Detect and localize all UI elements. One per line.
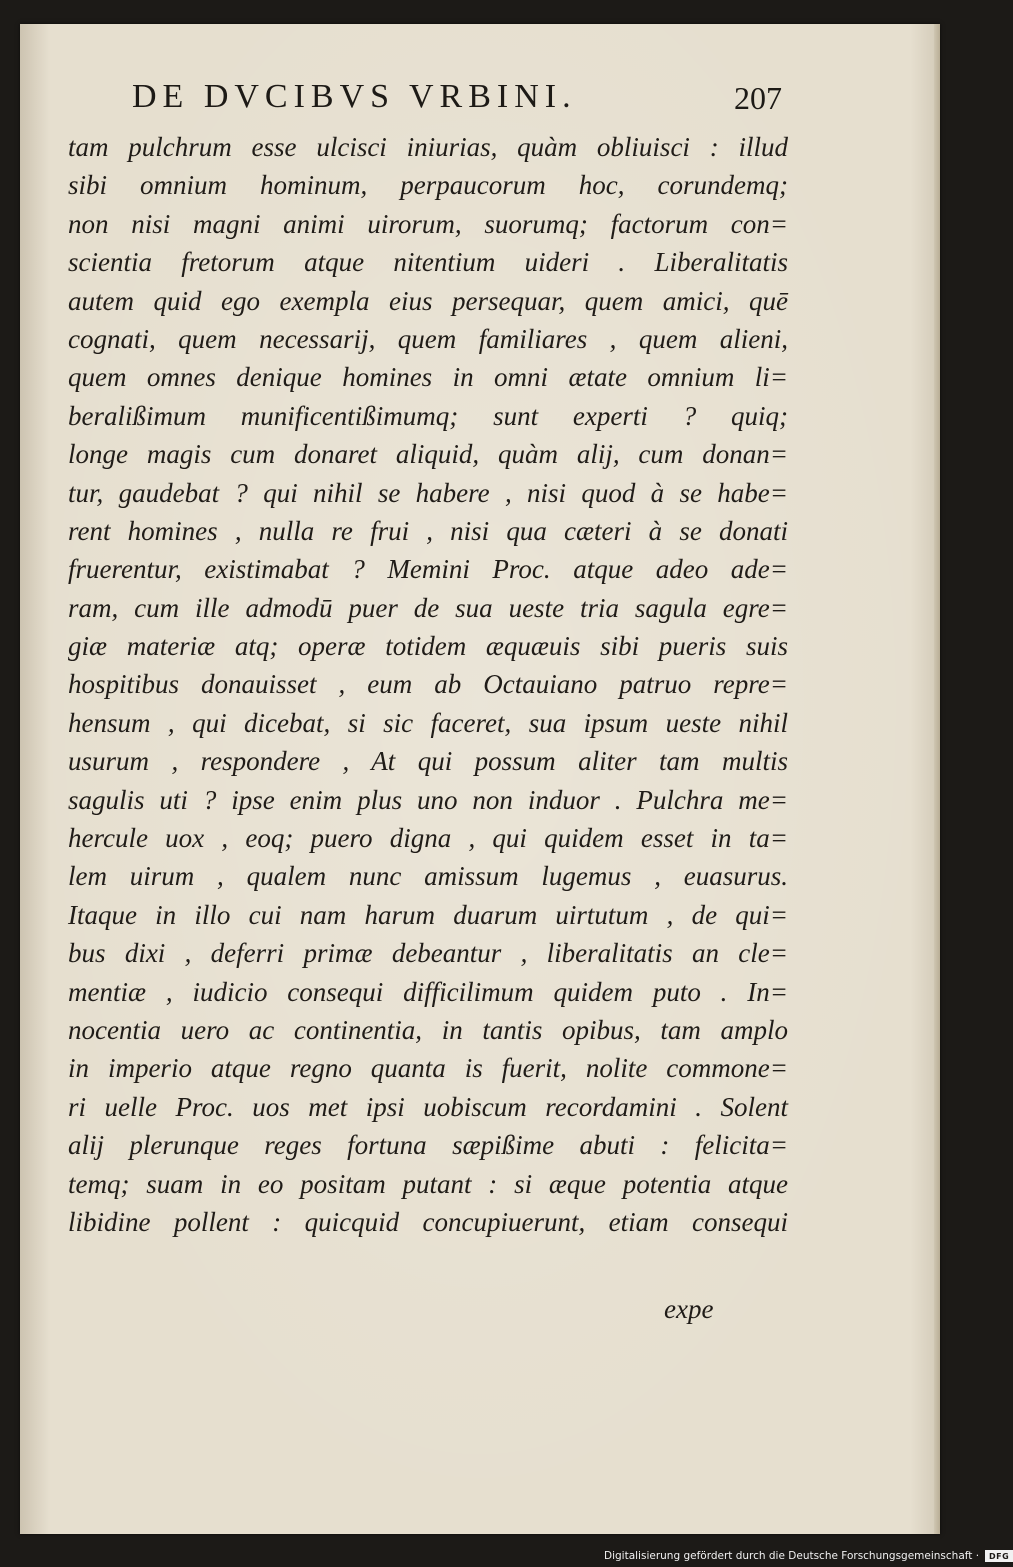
text-line: autem quid ego exempla eius persequar, quem amici, quē xyxy=(68,285,788,316)
text-line: sagulis uti ? ipse enim plus uno non induor . Pulchra me= xyxy=(68,784,788,815)
text-line: longe magis cum donaret aliquid, quàm alij, cum donan= xyxy=(68,439,788,470)
credit-text: Digitalisierung gefördert durch die Deutsche Forschungsgemeinschaft · xyxy=(604,1550,980,1562)
text-line: usurum , respondere , At qui possum aliter tam multis xyxy=(68,746,788,777)
text-line: hensum , qui dicebat, si sic faceret, sua ipsum ueste nihil xyxy=(68,707,788,738)
text-line: alij plerunque reges fortuna sæpißime abuti : felicita= xyxy=(68,1130,788,1161)
text-line: quem omnes denique homines in omni ætate omnium li= xyxy=(68,362,788,393)
text-line: hospitibus donauisset , eum ab Octauiano patruo repre= xyxy=(68,669,788,700)
text-line: beralißimum munificentißimumq; sunt experti ? quiq; xyxy=(68,400,788,431)
text-line: tur, gaudebat ? qui nihil se habere , nisi quod à se habe= xyxy=(68,477,788,508)
text-line: fruerentur, existimabat ? Memini Proc. atque adeo ade= xyxy=(68,554,788,585)
dfg-logo-icon: DFG xyxy=(985,1550,1013,1562)
text-line: mentiæ , iudicio consequi difficilimum quidem puto . In= xyxy=(68,976,788,1007)
text-line: nocentia uero ac continentia, in tantis opibus, tam amplo xyxy=(68,1014,788,1045)
text-line: rent homines , nulla re frui , nisi qua cæteri à se donati xyxy=(68,515,788,546)
text-line: ram, cum ille admodū puer de sua ueste tria sagula egre= xyxy=(68,592,788,623)
text-line: temq; suam in eo positam putant : si æque potentia atque xyxy=(68,1168,788,1199)
text-line: lem uirum , qualem nunc amissum lugemus , euasurus. xyxy=(68,861,788,892)
text-line: non nisi magni animi uirorum, suorumq; factorum con= xyxy=(68,208,788,239)
text-line: in imperio atque regno quanta is fuerit, nolite commone= xyxy=(68,1053,788,1084)
page-number: 207 xyxy=(734,80,782,116)
text-line: sibi omnium hominum, perpaucorum hoc, corundemq; xyxy=(68,170,788,201)
book-page xyxy=(20,24,940,1534)
catchword: expe xyxy=(664,1294,714,1324)
text-line: ri uelle Proc. uos met ipsi uobiscum recordamini . Solent xyxy=(68,1091,788,1122)
text-line: giæ materiæ atq; operæ totidem æquæuis sibi pueris suis xyxy=(68,631,788,662)
text-line: hercule uox , eoq; puero digna , qui quidem esset in ta= xyxy=(68,823,788,854)
text-line: bus dixi , deferri primæ debeantur , liberalitatis an cle= xyxy=(68,938,788,969)
body-text xyxy=(68,128,788,1241)
page-fore-edge xyxy=(934,24,940,1534)
text-line: cognati, quem necessarij, quem familiares , quem alieni, xyxy=(68,323,788,354)
text-line: scientia fretorum atque nitentium uideri . Liberalitatis xyxy=(68,247,788,278)
text-line: libidine pollent : quicquid concupiuerunt, etiam consequi xyxy=(68,1206,788,1237)
digitization-credit xyxy=(604,1547,1013,1565)
running-head xyxy=(132,78,782,128)
text-line: Itaque in illo cui nam harum duarum uirtutum , de qui= xyxy=(68,899,788,930)
running-head-title: DE DVCIBVS VRBINI. xyxy=(132,78,577,115)
text-line: tam pulchrum esse ulcisci iniurias, quàm obliuisci : illud xyxy=(68,132,788,162)
